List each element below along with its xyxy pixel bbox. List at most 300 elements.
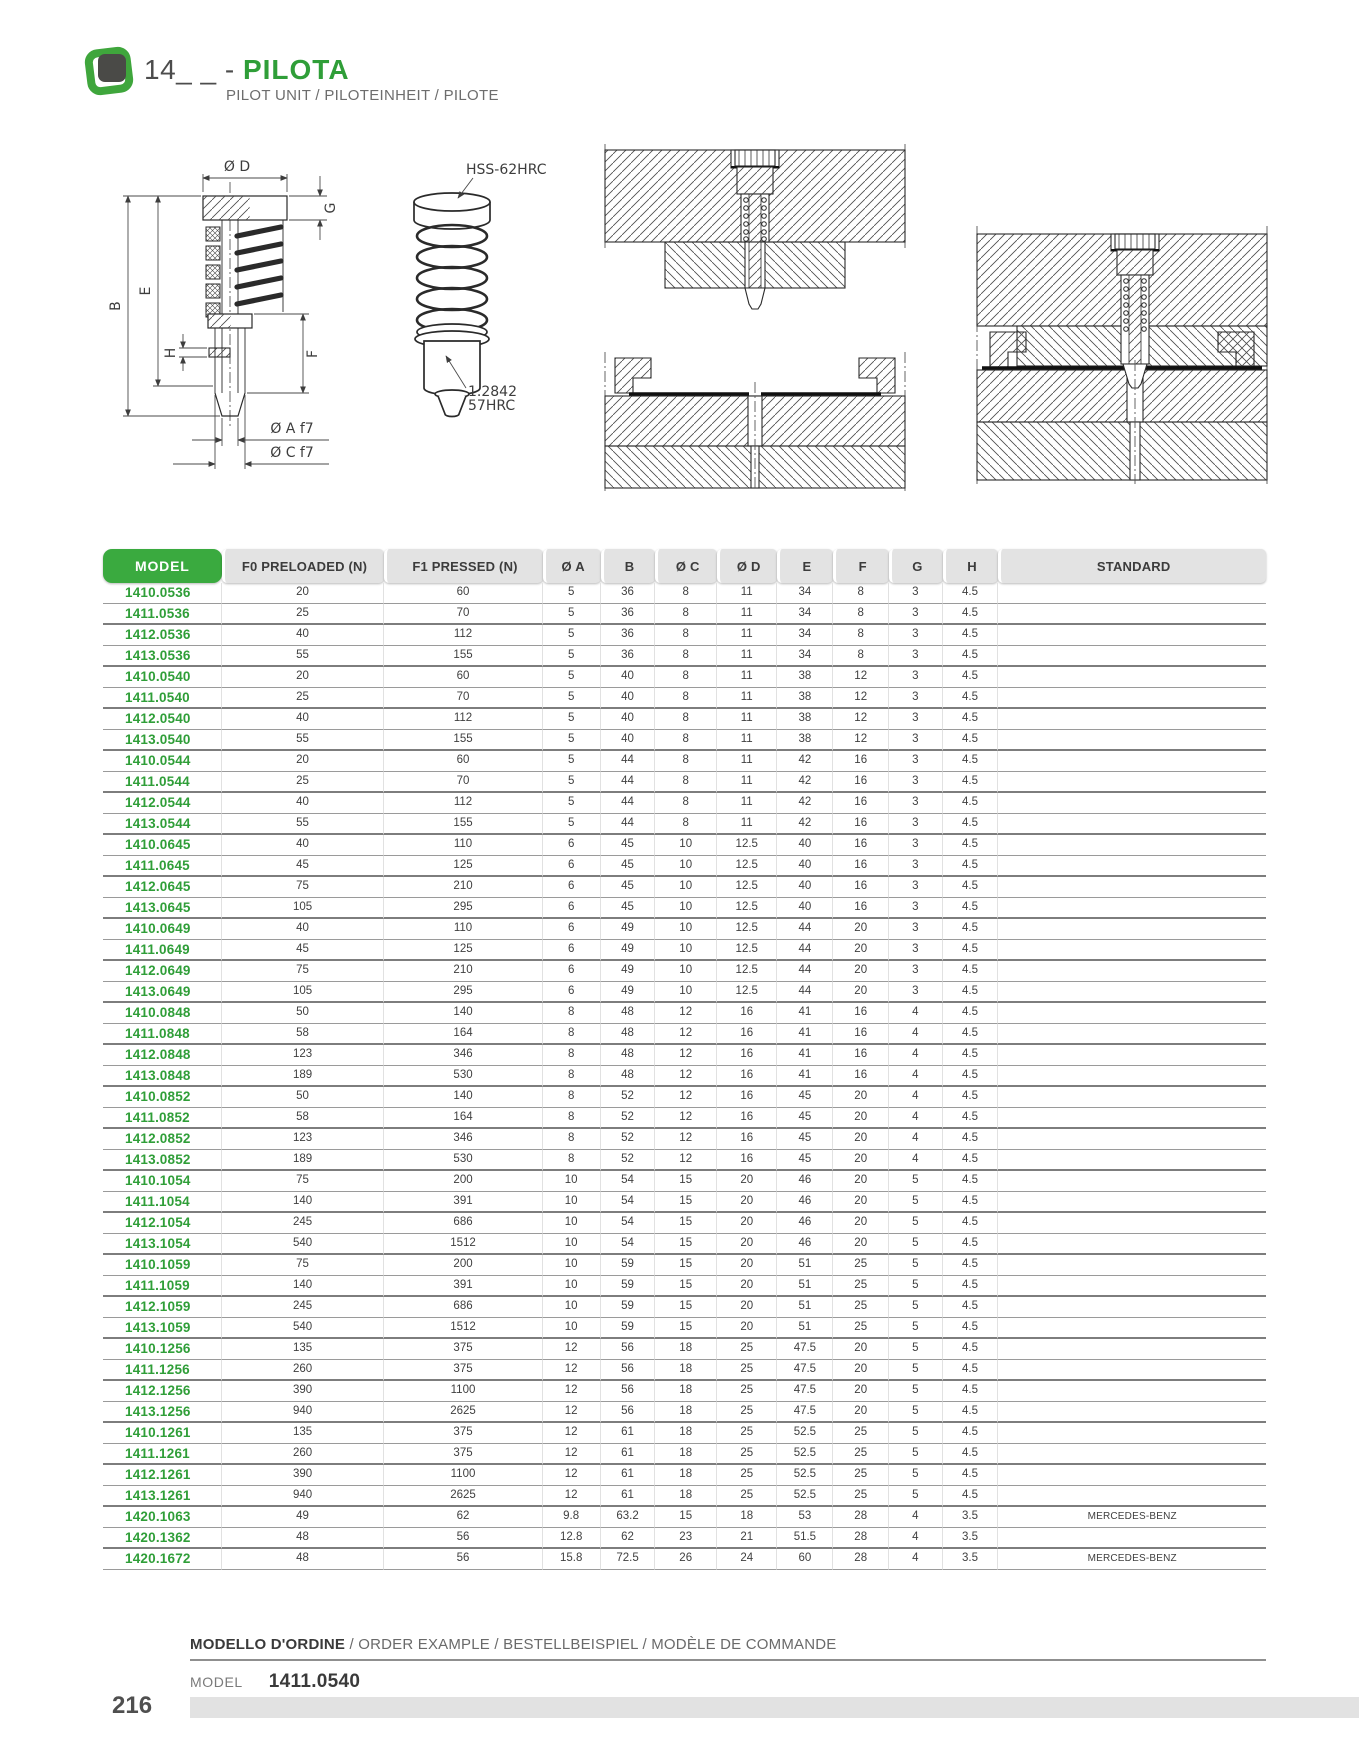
value-cell: 3 [889,751,942,772]
value-cell: 4 [889,1087,942,1108]
value-cell: 8 [543,1108,601,1129]
model-cell: 1413.1059 [103,1318,222,1339]
value-cell: 70 [384,772,542,793]
value-cell: 47.5 [777,1402,833,1423]
value-cell: 8 [543,1087,601,1108]
isometric-drawing [348,136,563,436]
value-cell: 3 [889,667,942,688]
value-cell: 140 [222,1276,385,1297]
value-cell: 42 [777,751,833,772]
value-cell: 686 [384,1297,542,1318]
value-cell: 40 [222,919,385,940]
value-cell: 6 [543,856,601,877]
table-row [103,688,1266,709]
value-cell: 16 [833,877,889,898]
value-cell: 375 [384,1444,542,1465]
value-cell: 8 [833,604,889,625]
value-cell: 48 [601,1024,656,1045]
model-cell: 1413.0536 [103,646,222,667]
value-cell: 12 [655,1087,717,1108]
value-cell: 245 [222,1213,385,1234]
value-cell: 5 [543,709,601,730]
model-cell: 1410.0649 [103,919,222,940]
value-cell: 3.5 [943,1549,999,1570]
value-cell: 4.5 [943,1486,999,1507]
table-row [103,1381,1266,1402]
value-cell: 70 [384,688,542,709]
standard-cell [998,814,1266,835]
value-cell: 540 [222,1234,385,1255]
value-cell: 5 [889,1297,942,1318]
value-cell: 3 [889,898,942,919]
value-cell: 110 [384,919,542,940]
value-cell: 12 [543,1486,601,1507]
value-cell: 46 [777,1192,833,1213]
value-cell: 16 [717,1108,777,1129]
model-cell: 1413.1256 [103,1402,222,1423]
value-cell: 49 [601,919,656,940]
value-cell: 60 [384,583,542,604]
value-cell: 16 [833,1003,889,1024]
logo-dark-square [98,54,126,82]
value-cell: 47.5 [777,1339,833,1360]
value-cell: 25 [833,1297,889,1318]
value-cell: 4 [889,1150,942,1171]
value-cell: 8 [655,688,717,709]
order-model-row [190,1671,1266,1693]
value-cell: 34 [777,583,833,604]
value-cell: 36 [601,646,656,667]
value-cell: 4.5 [943,793,999,814]
value-cell: 4.5 [943,772,999,793]
value-cell: 46 [777,1171,833,1192]
standard-cell [998,1297,1266,1318]
table-row [103,982,1266,1003]
table-row [103,1129,1266,1150]
value-cell: 12.5 [717,856,777,877]
value-cell: 4.5 [943,646,999,667]
value-cell: 18 [655,1381,717,1402]
value-cell: 16 [833,1066,889,1087]
value-cell: 4.5 [943,1150,999,1171]
value-cell: 60 [384,667,542,688]
model-cell: 1413.0848 [103,1066,222,1087]
value-cell: 59 [601,1255,656,1276]
value-cell: 10 [655,898,717,919]
value-cell: 4.5 [943,961,999,982]
table-row [103,751,1266,772]
value-cell: 8 [543,1150,601,1171]
value-cell: 1512 [384,1318,542,1339]
value-cell: 12 [655,1045,717,1066]
model-cell: 1413.0645 [103,898,222,919]
value-cell: 40 [601,667,656,688]
standard-cell [998,709,1266,730]
model-cell: 1412.0544 [103,793,222,814]
value-cell: 72.5 [601,1549,656,1570]
value-cell: 25 [717,1423,777,1444]
value-cell: 8 [543,1024,601,1045]
order-model-label: MODEL [190,1674,243,1690]
standard-cell [998,667,1266,688]
value-cell: 105 [222,898,385,919]
value-cell: 4.5 [943,1108,999,1129]
spec-table-body [103,583,1266,1570]
value-cell: 49 [601,940,656,961]
value-cell: 56 [601,1402,656,1423]
value-cell: 25 [833,1423,889,1444]
model-cell: 1412.1054 [103,1213,222,1234]
value-cell: 210 [384,877,542,898]
model-cell: 1411.0540 [103,688,222,709]
value-cell: 4 [889,1108,942,1129]
value-cell: 20 [833,1129,889,1150]
value-cell: 4.5 [943,730,999,751]
value-cell: 15 [655,1213,717,1234]
value-cell: 155 [384,646,542,667]
value-cell: 18 [655,1360,717,1381]
value-cell: 135 [222,1423,385,1444]
value-cell: 12.5 [717,982,777,1003]
value-cell: 391 [384,1276,542,1297]
value-cell: 40 [601,688,656,709]
value-cell: 10 [543,1213,601,1234]
value-cell: 28 [833,1507,889,1528]
value-cell: 12 [543,1339,601,1360]
value-cell: 10 [543,1234,601,1255]
value-cell: 25 [717,1360,777,1381]
value-cell: 38 [777,730,833,751]
model-cell: 1420.1362 [103,1528,222,1549]
standard-cell [998,919,1266,940]
standard-cell [998,898,1266,919]
value-cell: 6 [543,877,601,898]
value-cell: 20 [833,1402,889,1423]
value-cell: 20 [833,961,889,982]
value-cell: 25 [222,772,385,793]
standard-cell [998,1066,1266,1087]
standard-cell [998,1150,1266,1171]
value-cell: 8 [655,604,717,625]
value-cell: 5 [543,667,601,688]
model-cell: 1411.0649 [103,940,222,961]
value-cell: 346 [384,1045,542,1066]
standard-cell [998,1003,1266,1024]
value-cell: 4.5 [943,919,999,940]
value-cell: 686 [384,1213,542,1234]
value-cell: 8 [655,751,717,772]
order-example-heading [190,1636,1266,1661]
value-cell: 15 [655,1318,717,1339]
value-cell: 55 [222,814,385,835]
standard-cell [998,1087,1266,1108]
value-cell: 41 [777,1045,833,1066]
value-cell: 56 [601,1360,656,1381]
value-cell: 48 [601,1045,656,1066]
model-cell: 1420.1672 [103,1549,222,1570]
value-cell: 44 [601,751,656,772]
table-row [103,625,1266,646]
value-cell: 61 [601,1486,656,1507]
value-cell: 4.5 [943,940,999,961]
value-cell: 3 [889,709,942,730]
table-row [103,1213,1266,1234]
value-cell: 5 [543,604,601,625]
value-cell: 40 [222,835,385,856]
value-cell: 3.5 [943,1528,999,1549]
value-cell: 375 [384,1423,542,1444]
value-cell: 125 [384,856,542,877]
value-cell: 16 [717,1087,777,1108]
value-cell: 12 [655,1129,717,1150]
value-cell: 28 [833,1549,889,1570]
value-cell: 16 [833,1024,889,1045]
model-cell: 1411.1054 [103,1192,222,1213]
value-cell: 3 [889,730,942,751]
product-name: PILOTA [242,54,350,85]
value-cell: 4.5 [943,1465,999,1486]
value-cell: 4.5 [943,1318,999,1339]
value-cell: 4.5 [943,1129,999,1150]
value-cell: 112 [384,625,542,646]
value-cell: 8 [655,625,717,646]
value-cell: 49 [601,961,656,982]
value-cell: 5 [889,1402,942,1423]
value-cell: 20 [717,1213,777,1234]
value-cell: 2625 [384,1402,542,1423]
value-cell: 5 [543,625,601,646]
value-cell: 16 [717,1045,777,1066]
value-cell: 8 [655,793,717,814]
value-cell: 20 [833,1339,889,1360]
value-cell: 4.5 [943,1003,999,1024]
value-cell: 4.5 [943,835,999,856]
model-cell: 1411.0852 [103,1108,222,1129]
value-cell: 56 [384,1528,542,1549]
value-cell: 4.5 [943,1297,999,1318]
value-cell: 112 [384,709,542,730]
value-cell: 75 [222,1255,385,1276]
value-cell: 11 [717,688,777,709]
value-cell: 25 [833,1255,889,1276]
value-cell: 15 [655,1255,717,1276]
model-cell: 1412.0649 [103,961,222,982]
table-row [103,877,1266,898]
value-cell: 4 [889,1528,942,1549]
value-cell: 15 [655,1507,717,1528]
specification-table [103,549,1266,1570]
value-cell: 4.5 [943,1024,999,1045]
value-cell: 540 [222,1318,385,1339]
table-row [103,835,1266,856]
column-header-f1-pressed-n: F1 PRESSED (N) [384,549,542,583]
standard-cell [998,1129,1266,1150]
value-cell: 4.5 [943,1423,999,1444]
value-cell: 25 [717,1486,777,1507]
value-cell: 8 [655,814,717,835]
model-cell: 1412.1059 [103,1297,222,1318]
value-cell: 56 [601,1381,656,1402]
value-cell: 52 [601,1150,656,1171]
footer-bar [190,1697,1359,1718]
value-cell: 20 [833,919,889,940]
value-cell: 11 [717,646,777,667]
value-cell: 36 [601,604,656,625]
standard-cell [998,1108,1266,1129]
value-cell: 62 [601,1528,656,1549]
value-cell: 52 [601,1087,656,1108]
value-cell: 12 [833,667,889,688]
value-cell: 189 [222,1150,385,1171]
model-cell: 1412.0645 [103,877,222,898]
standard-cell [998,1045,1266,1066]
standard-cell [998,1171,1266,1192]
value-cell: 155 [384,814,542,835]
column-header-g: G [889,549,942,583]
value-cell: 52.5 [777,1465,833,1486]
standard-cell [998,1423,1266,1444]
value-cell: 4 [889,1045,942,1066]
value-cell: 8 [833,583,889,604]
value-cell: 40 [222,625,385,646]
value-cell: 52 [601,1108,656,1129]
dimension-drawing [95,128,350,478]
table-row [103,898,1266,919]
value-cell: 49 [222,1507,385,1528]
value-cell: 48 [601,1003,656,1024]
table-row [103,919,1266,940]
value-cell: 8 [543,1045,601,1066]
value-cell: 12 [543,1423,601,1444]
value-cell: 20 [833,1087,889,1108]
value-cell: 5 [543,772,601,793]
table-row [103,1486,1266,1507]
value-cell: 123 [222,1045,385,1066]
value-cell: 4.5 [943,751,999,772]
table-row [103,1318,1266,1339]
value-cell: 48 [601,1066,656,1087]
standard-cell: MERCEDES-BENZ [998,1549,1266,1570]
value-cell: 8 [833,625,889,646]
value-cell: 11 [717,772,777,793]
model-cell: 1412.0848 [103,1045,222,1066]
value-cell: 12 [543,1465,601,1486]
value-cell: 3 [889,646,942,667]
value-cell: 15 [655,1171,717,1192]
value-cell: 16 [833,814,889,835]
value-cell: 3 [889,961,942,982]
table-row [103,961,1266,982]
value-cell: 3 [889,982,942,1003]
value-cell: 54 [601,1192,656,1213]
table-row [103,1423,1266,1444]
value-cell: 54 [601,1234,656,1255]
table-row [103,1003,1266,1024]
value-cell: 40 [601,730,656,751]
model-cell: 1410.0852 [103,1087,222,1108]
standard-cell [998,583,1266,604]
standard-cell [998,856,1266,877]
column-header-a: Ø A [543,549,601,583]
value-cell: 42 [777,814,833,835]
value-cell: 18 [655,1486,717,1507]
value-cell: 4 [889,1549,942,1570]
value-cell: 45 [222,856,385,877]
value-cell: 6 [543,982,601,1003]
value-cell: 5 [543,646,601,667]
table-row [103,646,1266,667]
model-cell: 1410.0645 [103,835,222,856]
value-cell: 12 [833,730,889,751]
standard-cell [998,1444,1266,1465]
value-cell: 62 [384,1507,542,1528]
value-cell: 530 [384,1066,542,1087]
column-header-h: H [943,549,999,583]
value-cell: 12 [543,1402,601,1423]
value-cell: 3 [889,772,942,793]
value-cell: 12.5 [717,898,777,919]
value-cell: 15.8 [543,1549,601,1570]
value-cell: 20 [222,667,385,688]
model-cell: 1411.0645 [103,856,222,877]
value-cell: 45 [601,898,656,919]
table-row [103,814,1266,835]
standard-cell [998,1486,1266,1507]
model-cell: 1411.1256 [103,1360,222,1381]
value-cell: 5 [889,1465,942,1486]
value-cell: 61 [601,1423,656,1444]
value-cell: 10 [655,919,717,940]
value-cell: 54 [601,1213,656,1234]
page-title [144,54,350,86]
value-cell: 3 [889,583,942,604]
value-cell: 4 [889,1003,942,1024]
standard-cell [998,1318,1266,1339]
value-cell: 6 [543,940,601,961]
value-cell: 38 [777,667,833,688]
value-cell: 59 [601,1276,656,1297]
value-cell: 5 [889,1192,942,1213]
value-cell: 5 [889,1486,942,1507]
model-cell: 1410.0544 [103,751,222,772]
value-cell: 47.5 [777,1360,833,1381]
value-cell: 10 [543,1318,601,1339]
value-cell: 12.8 [543,1528,601,1549]
value-cell: 12 [833,688,889,709]
standard-cell [998,1192,1266,1213]
order-model-value: 1411.0540 [268,1671,361,1692]
value-cell: 41 [777,1003,833,1024]
value-cell: 40 [777,898,833,919]
model-cell: 1411.0536 [103,604,222,625]
value-cell: 26 [655,1549,717,1570]
column-header-f: F [833,549,889,583]
value-cell: 4.5 [943,1066,999,1087]
value-cell: 8 [543,1066,601,1087]
value-cell: 12 [655,1066,717,1087]
value-cell: 5 [889,1255,942,1276]
value-cell: 5 [889,1234,942,1255]
value-cell: 3 [889,940,942,961]
value-cell: 3 [889,793,942,814]
value-cell: 45 [222,940,385,961]
value-cell: 59 [601,1297,656,1318]
value-cell: 375 [384,1339,542,1360]
table-row [103,772,1266,793]
value-cell: 3 [889,625,942,646]
value-cell: 75 [222,961,385,982]
table-row [103,1108,1266,1129]
